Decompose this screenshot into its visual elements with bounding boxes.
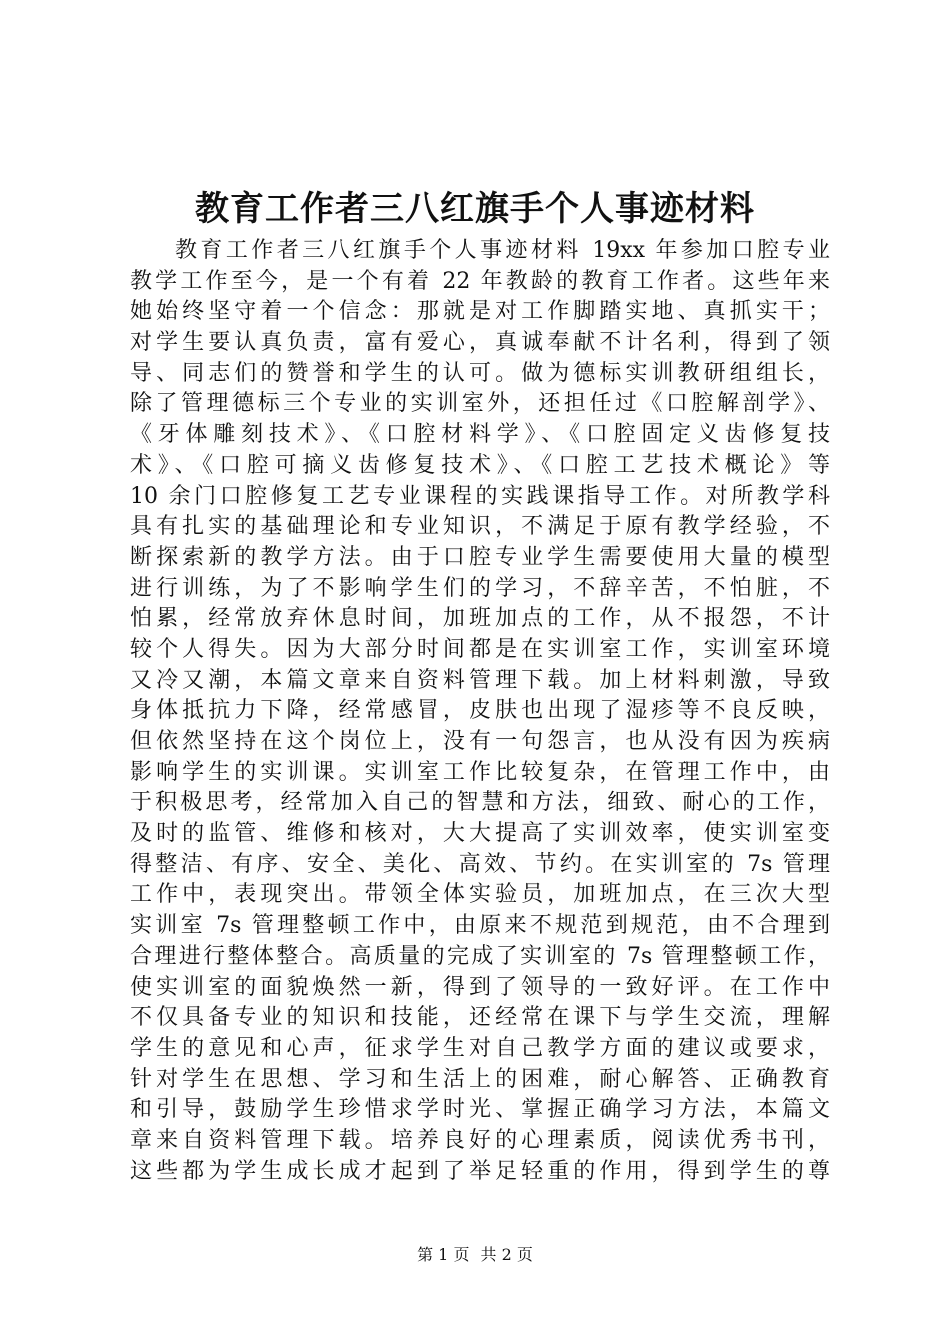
body-line: 教育工作者三八红旗手个人事迹材料 19xx 年参加口腔专业: [175, 238, 830, 263]
body-line: 和引导，鼓励学生珍惜求学时光、掌握正确学习方法，本篇文: [130, 1097, 830, 1123]
body-line: 身体抵抗力下降，经常感冒，皮肤也出现了湿疹等不良反映，: [130, 698, 830, 724]
body-line: 具有扎实的基础理论和专业知识，不满足于原有教学经验，不: [130, 514, 830, 540]
body-line: 又冷又潮，本篇文章来自资料管理下载。加上材料刺激，导致: [130, 667, 830, 693]
body-line: 对学生要认真负责，富有爱心，真诚奉献不计名利，得到了领: [130, 330, 830, 356]
body-line: 10 余门口腔修复工艺专业课程的实践课指导工作。对所教学科: [130, 483, 830, 509]
body-line: 合理进行整体整合。高质量的完成了实训室的 7s 管理整顿工作，: [130, 943, 830, 969]
body-line: 怕累，经常放弃休息时间，加班加点的工作，从不报怨，不计: [130, 606, 830, 632]
body-line: 但依然坚持在这个岗位上，没有一句怨言，也从没有因为疾病: [130, 729, 830, 754]
document-body: [130, 236, 830, 1187]
body-line: 这些都为学生成长成才起到了举足轻重的作用，得到学生的尊: [130, 1158, 830, 1184]
body-line: 及时的监管、维修和核对，大大提高了实训效率，使实训室变: [130, 821, 830, 847]
body-line: 工作中，表现突出。带领全体实验员，加班加点，在三次大型: [130, 882, 830, 908]
body-line: 章来自资料管理下载。培养良好的心理素质，阅读优秀书刊，: [130, 1127, 830, 1153]
body-line: 进行训练，为了不影响学生们的学习，不辞辛苦，不怕脏，不: [130, 575, 830, 601]
body-line: 得整洁、有序、安全、美化、高效、节约。在实训室的 7s 管理: [130, 851, 830, 877]
body-line: 于积极思考，经常加入自己的智慧和方法，细致、耐心的工作，: [130, 790, 830, 816]
body-line: 导、同志们的赞誉和学生的认可。做为德标实训教研组组长，: [130, 360, 830, 386]
body-line: 影响学生的实训课。实训室工作比较复杂，在管理工作中，由: [130, 759, 830, 785]
body-line: 《牙体雕刻技术》、《口腔材料学》、《口腔固定义齿修复技: [130, 422, 830, 448]
body-line: 她始终坚守着一个信念：那就是对工作脚踏实地、真抓实干；: [130, 299, 830, 325]
body-line: 较个人得失。因为大部分时间都是在实训室工作，实训室环境: [130, 636, 830, 662]
body-line: 学生的意见和心声，征求学生对自己教学方面的建议或要求，: [130, 1035, 830, 1061]
body-line: 除了管理德标三个专业的实训室外，还担任过《口腔解剖学》、: [130, 391, 830, 417]
body-line: 针对学生在思想、学习和生活上的困难，耐心解答、正确教育: [130, 1066, 830, 1092]
page-footer: [0, 1244, 950, 1266]
body-line: 实训室 7s 管理整顿工作中，由原来不规范到规范，由不合理到: [130, 913, 830, 939]
body-line: 教学工作至今，是一个有着 22 年教龄的教育工作者。这些年来: [130, 268, 830, 294]
page-total: 共 2 页: [480, 1245, 533, 1264]
body-line: 使实训室的面貌焕然一新，得到了领导的一致好评。在工作中: [130, 974, 830, 1000]
body-line: 术》、《口腔可摘义齿修复技术》、《口腔工艺技术概论》等: [130, 452, 830, 478]
page-number: 第 1 页: [417, 1245, 470, 1264]
document-title: 教育工作者三八红旗手个人事迹材料: [195, 189, 755, 229]
body-line: 不仅具备专业的知识和技能，还经常在课下与学生交流，理解: [130, 1005, 830, 1031]
body-line: 断探索新的教学方法。由于口腔专业学生需要使用大量的模型: [130, 544, 830, 570]
